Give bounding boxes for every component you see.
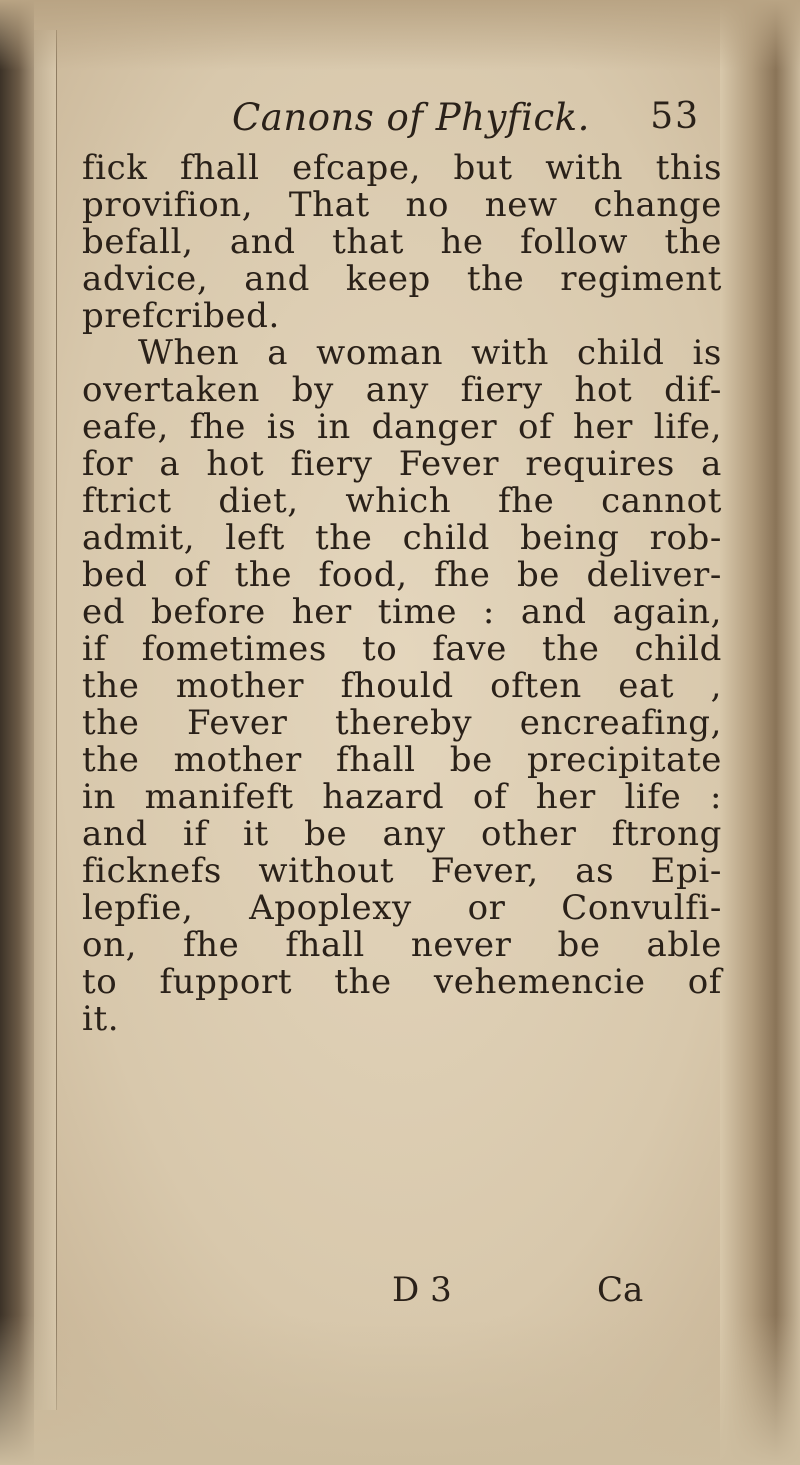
- catchword: Ca: [597, 1270, 644, 1310]
- text-line: for a hot fiery Fever requires a: [82, 444, 722, 484]
- text-line: overtaken by any fiery hot dif-: [82, 370, 722, 410]
- text-line: befall, and that he follow the: [82, 222, 722, 262]
- page-edge-right: [720, 0, 800, 1465]
- text-line: bed of the food, fhe be deliver-: [82, 555, 722, 595]
- body-text: [82, 150, 722, 1038]
- page-footer: [82, 1270, 722, 1320]
- previous-page-edge: [34, 30, 57, 1410]
- bottom-shadow: [0, 1315, 800, 1465]
- page-number: 53: [650, 96, 700, 137]
- top-shadow: [0, 0, 800, 70]
- text-line: admit, left the child being rob-: [82, 518, 722, 558]
- text-line: fick fhall efcape, but with this: [82, 148, 722, 188]
- text-line: ficknefs without Fever, as Epi-: [82, 851, 722, 891]
- text-line: the mother fhould often eat ,: [82, 666, 722, 706]
- text-line: it.: [82, 999, 120, 1039]
- text-line: ftrict diet, which fhe cannot: [82, 481, 722, 521]
- book-gutter: [0, 0, 34, 1465]
- text-line: provifion, That no new change: [82, 185, 722, 225]
- text-line: and if it be any other ftrong: [82, 814, 722, 854]
- text-line: the mother fhall be precipitate: [82, 740, 722, 780]
- running-title: Canons of Phyfick.: [232, 96, 590, 139]
- text-line: on, fhe fhall never be able: [82, 925, 722, 965]
- text-line: if fometimes to fave the child: [82, 629, 722, 669]
- text-line: in manifeft hazard of her life :: [82, 777, 722, 817]
- text-line: eafe, fhe is in danger of her life,: [82, 407, 722, 447]
- text-block: [82, 96, 722, 1038]
- text-line: the Fever thereby encreafing,: [82, 703, 722, 743]
- text-line: to fupport the vehemencie of: [82, 962, 722, 1002]
- signature-mark: D 3: [392, 1270, 452, 1310]
- running-head: [82, 96, 722, 150]
- text-line: lepfie, Apoplexy or Convulfi-: [82, 888, 722, 928]
- text-line: prefcribed.: [82, 296, 280, 336]
- text-line: ed before her time : and again,: [82, 592, 722, 632]
- text-line: advice, and keep the regiment: [82, 259, 722, 299]
- text-line: When a woman with child is: [138, 333, 722, 373]
